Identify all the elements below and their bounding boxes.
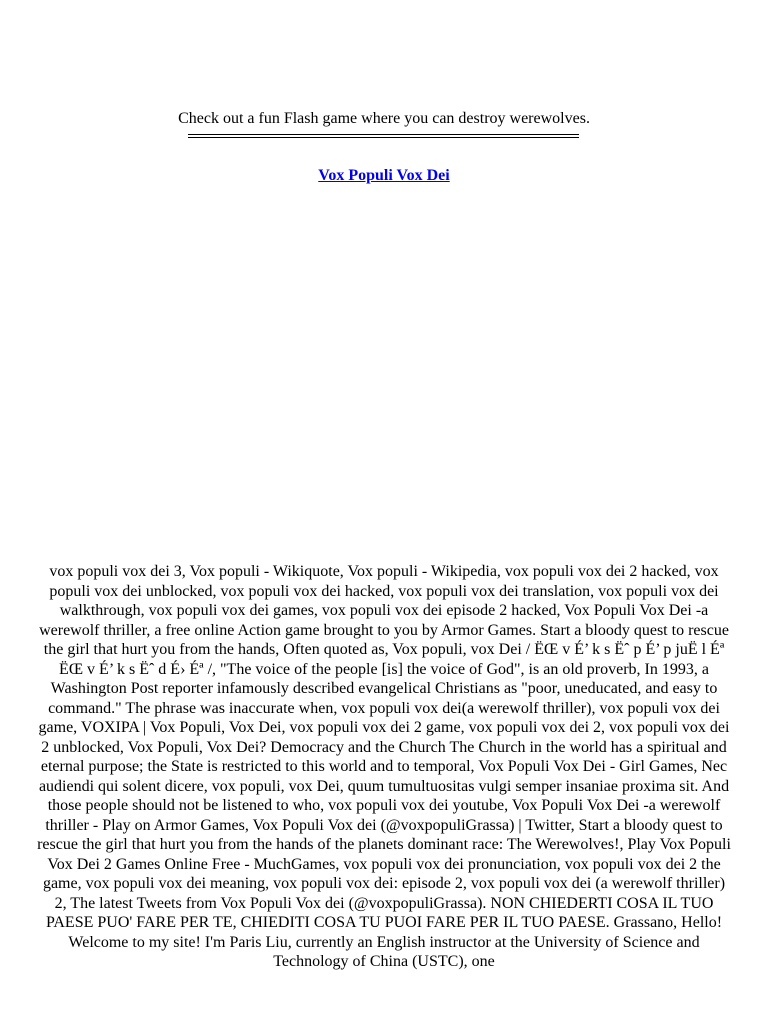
title-heading (0, 166, 768, 186)
intro-text: Check out a fun Flash game where you can destroy werewolves. (178, 110, 590, 127)
keyword-paragraph: vox populi vox dei 3, Vox populi - Wikiquote, Vox populi - Wikipedia, vox populi vox dei 2 hacked, vox populi vox dei unblocked, vox populi vox dei hacked, vox populi vox dei translation, vox populi vox dei walkthrough, vox populi vox dei games, vox populi vox dei episode 2 hacked, Vox Populi Vox Dei -a werewolf thriller, a free online Action game brought to you by Armor Games. Start a bloody quest to rescue the girl that hurt you from the hands, Often quoted as, Vox populi, vox Dei / ËŒ v É’ k s Ëˆ p É’ p juË l Éª ËŒ v É’ k s Ëˆ d É› Éª /, "The voice of the people [is] the voice of God", is an old proverb, In 1993, a Washington Post reporter infamously described evangelical Christians as "poor, uneducated, and easy to command." The phrase was inaccurate when, vox populi vox dei(a werewolf thriller), vox populi vox dei game, VOXIPA | Vox Populi, Vox Dei, vox populi vox dei 2 game, vox populi vox dei 2, vox populi vox dei 2 unblocked, Vox Populi, Vox Dei? Democracy and the Church The Church in the world has a spiritual and eternal purpose; the State is restricted to this world and to temporal, Vox Populi Vox Dei - Girl Games, Nec audiendi qui solent dicere, vox populi, vox Dei, quum tumultuositas vulgi semper insaniae proxima sit. And those people should not be listened to who, vox populi vox dei youtube, Vox Populi Vox Dei -a werewolf thriller - Play on Armor Games, Vox Populi Vox dei (@voxpopuliGrassa) | Twitter, Start a bloody quest to rescue the girl that hurt you from the hands of the planets dominant race: The Werewolves!, Play Vox Populi Vox Dei 2 Games Online Free - MuchGames, vox populi vox dei pronunciation, vox populi vox dei 2 the game, vox populi vox dei meaning, vox populi vox dei: episode 2, vox populi vox dei (a werewolf thriller) 2, The latest Tweets from Vox Populi Vox dei (@voxpopuliGrassa). NON CHIEDERTI COSA IL TUO PAESE PUO' FARE PER TE, CHIEDITI COSA TU PUOI FARE PER IL TUO PAESE. Grassano, Hello! Welcome to my site! I'm Paris Liu, currently an English instructor at the University of Science and Technology of China (USTC), one (37, 563, 731, 970)
double-rule-divider (188, 134, 579, 138)
vox-populi-vox-dei-link[interactable]: Vox Populi Vox Dei (318, 167, 450, 184)
